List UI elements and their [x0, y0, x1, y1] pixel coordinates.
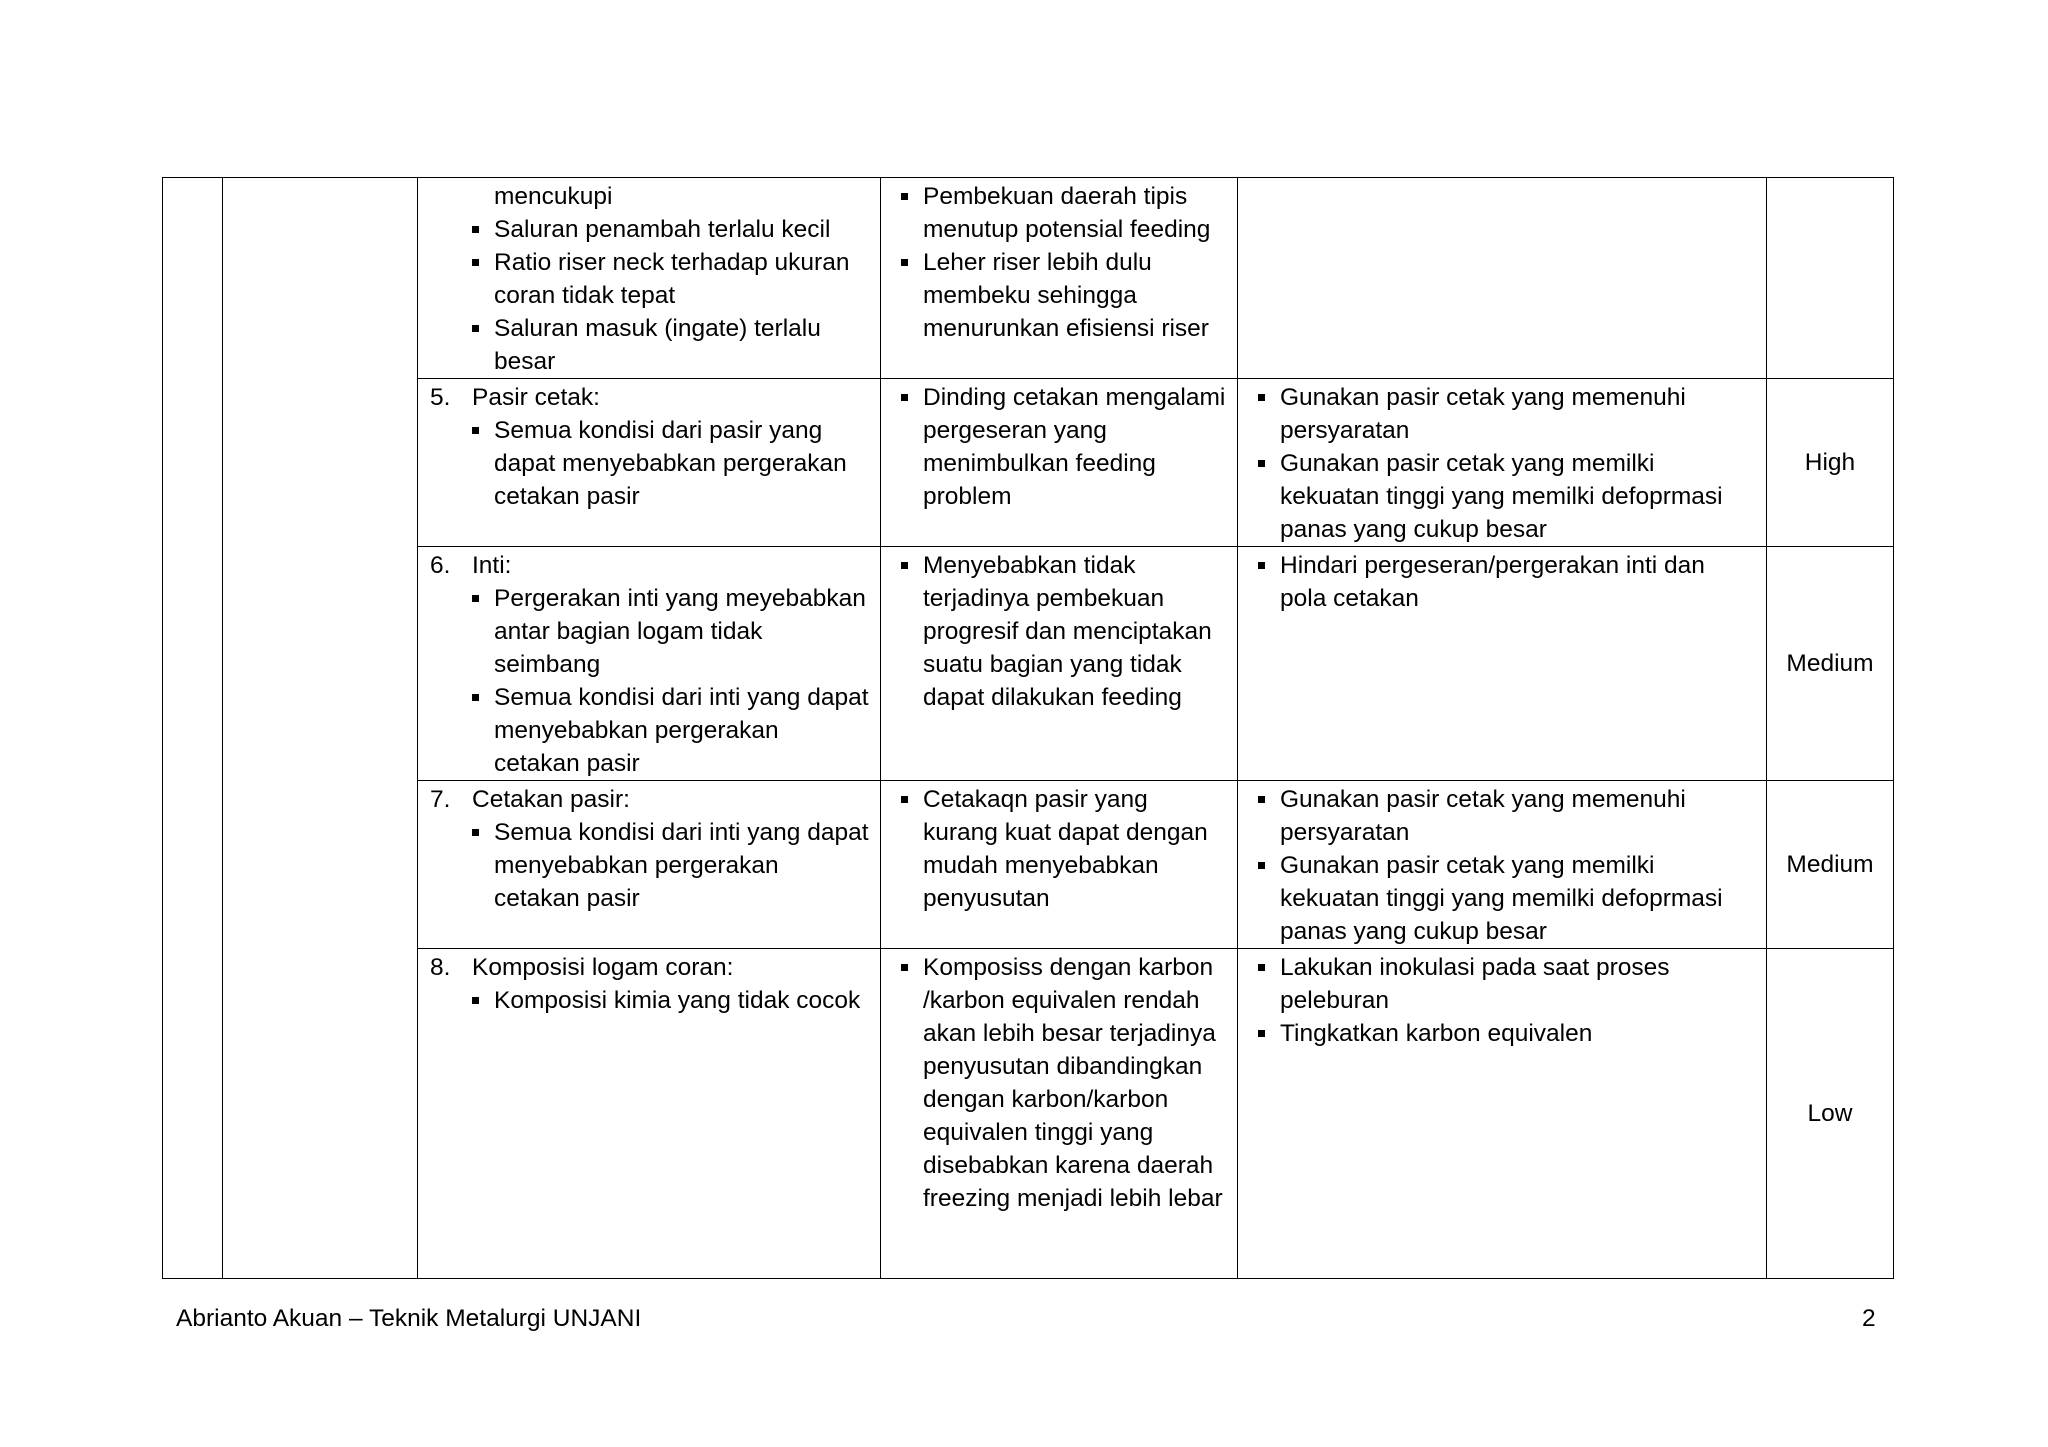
risk-level-cell: Medium: [1767, 781, 1894, 949]
cause-cell: [418, 547, 881, 781]
cause-cell: [418, 178, 881, 379]
effect-item: Leher riser lebih dulu membeku sehingga menurunkan efisiensi riser: [901, 246, 1229, 345]
effect-list: [901, 951, 1229, 1215]
effect-content: [881, 178, 1237, 345]
effect-item: Pembekuan daerah tipis menutup potensial feeding: [901, 180, 1229, 246]
risk-level-cell: [1767, 178, 1894, 379]
solution-list: [1258, 951, 1758, 1050]
cause-item: Komposisi kimia yang tidak cocok: [472, 984, 870, 1017]
table-row: [163, 949, 1894, 1279]
effect-cell: [881, 547, 1238, 781]
cause-number: 8.: [430, 954, 451, 981]
effect-item: Komposiss dengan karbon /karbon equivalen rendah akan lebih besar terjadinya penyusutan dibandingkan dengan karbon/karbon equivalen tinggi yang disebabkan karena daerah freezing menjadi lebih lebar: [901, 951, 1229, 1215]
effect-list: [901, 180, 1229, 345]
cause-list: [430, 180, 870, 378]
solution-content: [1238, 178, 1766, 180]
solution-content: [1238, 949, 1766, 1050]
cause-cell: [418, 781, 881, 949]
cause-content: [418, 781, 880, 915]
effect-item: Menyebabkan tidak terjadinya pembekuan progresif dan menciptakan suatu bagian yang tidak dapat dilakukan feeding: [901, 549, 1229, 714]
cause-item: Saluran penambah terlalu kecil: [472, 213, 870, 246]
footer-author: Abrianto Akuan – Teknik Metalurgi UNJANI: [176, 1305, 642, 1332]
solution-cell: [1238, 949, 1767, 1279]
cause-title: Pasir cetak:: [472, 384, 600, 411]
solution-list: [1258, 549, 1758, 615]
cause-item: Semua kondisi dari pasir yang dapat menyebabkan pergerakan cetakan pasir: [472, 414, 870, 513]
effect-item: Dinding cetakan mengalami pergeseran yang menimbulkan feeding problem: [901, 381, 1229, 513]
cause-heading: [430, 783, 870, 816]
cause-list: [430, 414, 870, 513]
effect-list: [901, 381, 1229, 513]
cause-number: 6.: [430, 552, 451, 579]
solution-item: Lakukan inokulasi pada saat proses peleburan: [1258, 951, 1758, 1017]
effect-cell: [881, 178, 1238, 379]
cause-list: [430, 984, 870, 1017]
solution-item: Gunakan pasir cetak yang memilki kekuatan tinggi yang memilki defoprmasi panas yang cukup besar: [1258, 849, 1758, 948]
page-number: 2: [1862, 1305, 1876, 1332]
solution-item: Gunakan pasir cetak yang memenuhi persyaratan: [1258, 783, 1758, 849]
cause-content: [418, 949, 880, 1017]
risk-level-cell: Medium: [1767, 547, 1894, 781]
solution-content: [1238, 379, 1766, 546]
table-row: [163, 178, 1894, 379]
cause-item: mencukupi: [494, 183, 613, 210]
cause-list: [430, 816, 870, 915]
solution-cell: [1238, 178, 1767, 379]
solution-cell: [1238, 781, 1767, 949]
cause-content: [418, 547, 880, 780]
cause-title: Inti:: [472, 552, 512, 579]
cause-number: 7.: [430, 786, 451, 813]
cause-heading: [430, 951, 870, 984]
solution-cell: [1238, 547, 1767, 781]
cause-content: [418, 178, 880, 378]
effect-cell: [881, 379, 1238, 547]
cause-title: Cetakan pasir:: [472, 786, 630, 813]
cause-item: Saluran masuk (ingate) terlalu besar: [472, 312, 870, 378]
cause-item: Pergerakan inti yang meyebabkan antar bagian logam tidak seimbang: [472, 582, 870, 681]
risk-level-cell: High: [1767, 379, 1894, 547]
cause-heading: [430, 381, 870, 414]
cause-item: Ratio riser neck terhadap ukuran coran tidak tepat: [472, 246, 870, 312]
effect-list: [901, 549, 1229, 714]
table-row: [163, 379, 1894, 547]
table-body: [163, 178, 1894, 1279]
effect-item: Cetakaqn pasir yang kurang kuat dapat dengan mudah menyebabkan penyusutan: [901, 783, 1229, 915]
defect-analysis-table: [162, 177, 1894, 1279]
cause-content: [418, 379, 880, 513]
cause-title: Komposisi logam coran:: [472, 954, 734, 981]
effect-content: [881, 547, 1237, 714]
effect-cell: [881, 949, 1238, 1279]
solution-list: [1258, 381, 1758, 546]
solution-cell: [1238, 379, 1767, 547]
solution-item: Gunakan pasir cetak yang memenuhi persyaratan: [1258, 381, 1758, 447]
effect-list: [901, 783, 1229, 915]
table-row: [163, 781, 1894, 949]
table-row: [163, 547, 1894, 781]
solution-list: [1258, 783, 1758, 948]
cause-cell: [418, 379, 881, 547]
cause-item: Semua kondisi dari inti yang dapat menyebabkan pergerakan cetakan pasir: [472, 816, 870, 915]
solution-content: [1238, 547, 1766, 615]
effect-content: [881, 781, 1237, 915]
risk-level-cell: Low: [1767, 949, 1894, 1279]
cause-number: 5.: [430, 384, 451, 411]
effect-content: [881, 949, 1237, 1215]
effect-cell: [881, 781, 1238, 949]
solution-item: Tingkatkan karbon equivalen: [1258, 1017, 1758, 1050]
category-column-cell: [223, 178, 418, 1279]
cause-item: Semua kondisi dari inti yang dapat menyebabkan pergerakan cetakan pasir: [472, 681, 870, 780]
cause-heading: [430, 549, 870, 582]
solution-content: [1238, 781, 1766, 948]
index-column-cell: [163, 178, 223, 1279]
effect-content: [881, 379, 1237, 513]
solution-item: Gunakan pasir cetak yang memilki kekuatan tinggi yang memilki defoprmasi panas yang cukup besar: [1258, 447, 1758, 546]
cause-list: [430, 582, 870, 780]
solution-item: Hindari pergeseran/pergerakan inti dan pola cetakan: [1258, 549, 1758, 615]
cause-cell: [418, 949, 881, 1279]
